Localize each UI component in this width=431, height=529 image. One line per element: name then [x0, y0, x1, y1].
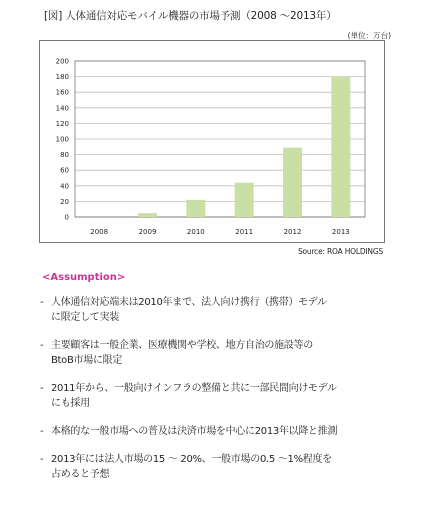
x-tick-label: 2009: [138, 228, 157, 236]
y-tick-label: 180: [55, 73, 69, 82]
y-tick-label: 40: [60, 182, 69, 191]
y-tick-label: 80: [60, 151, 69, 160]
assumption-item: [40, 381, 400, 411]
assumption-text: 2013年には法人市場の15 ～ 20%、一般市場の0.5 ～1%程度を 占めると予想: [51, 454, 332, 480]
assumption-item: [40, 424, 400, 439]
assumption-text: 2011年から、一般向けインフラの整備と共に一部民間向けモデル にも採用: [51, 383, 337, 409]
y-tick-label: 200: [55, 57, 69, 66]
bar: [331, 77, 350, 217]
y-tick-label: 20: [60, 197, 69, 206]
y-tick-label: 140: [55, 104, 69, 113]
assumption-item: [40, 295, 400, 325]
bullet-dash: -: [40, 297, 44, 308]
assumption-heading: <Assumption>: [42, 272, 126, 283]
x-tick-label: 2010: [186, 228, 205, 236]
y-tick-label: 100: [55, 135, 69, 144]
bullet-dash: -: [40, 454, 44, 465]
y-tick-label: 120: [55, 119, 69, 128]
assumption-text: 本格的な一般市場への普及は決済市場を中心に2013年以降と推測: [51, 426, 338, 437]
bullet-dash: -: [40, 383, 44, 394]
assumption-list: [40, 295, 400, 495]
assumption-item: [40, 338, 400, 368]
assumption-text: 主要顧客は一般企業、医療機関や学校、地方自治の施設等の BtoB市場に限定: [51, 340, 313, 366]
bar: [138, 213, 157, 217]
bar: [235, 183, 254, 217]
y-tick-label: 60: [60, 166, 69, 175]
y-tick-label: 160: [55, 88, 69, 97]
bullet-dash: -: [40, 340, 44, 351]
assumption-text: 人体通信対応端末は2010年まで、法人向け携行（携帯）モデル に限定して実装: [51, 297, 327, 323]
x-tick-label: 2008: [90, 228, 109, 236]
bar: [186, 200, 205, 217]
bar: [283, 148, 302, 217]
bar-chart: [0, 0, 431, 250]
x-tick-label: 2013: [331, 228, 350, 236]
unit-label: (単位：万台): [347, 31, 391, 40]
assumption-item: [40, 452, 400, 482]
x-tick-label: 2011: [235, 228, 254, 236]
bullet-dash: -: [40, 426, 44, 437]
y-tick-label: 0: [64, 213, 69, 222]
figure-title: [図] 人体通信対応モバイル機器の市場予測（2008 ～2013年）: [44, 10, 337, 22]
x-tick-label: 2012: [283, 228, 302, 236]
source-label: Source: ROA HOLDINGS: [297, 247, 383, 256]
